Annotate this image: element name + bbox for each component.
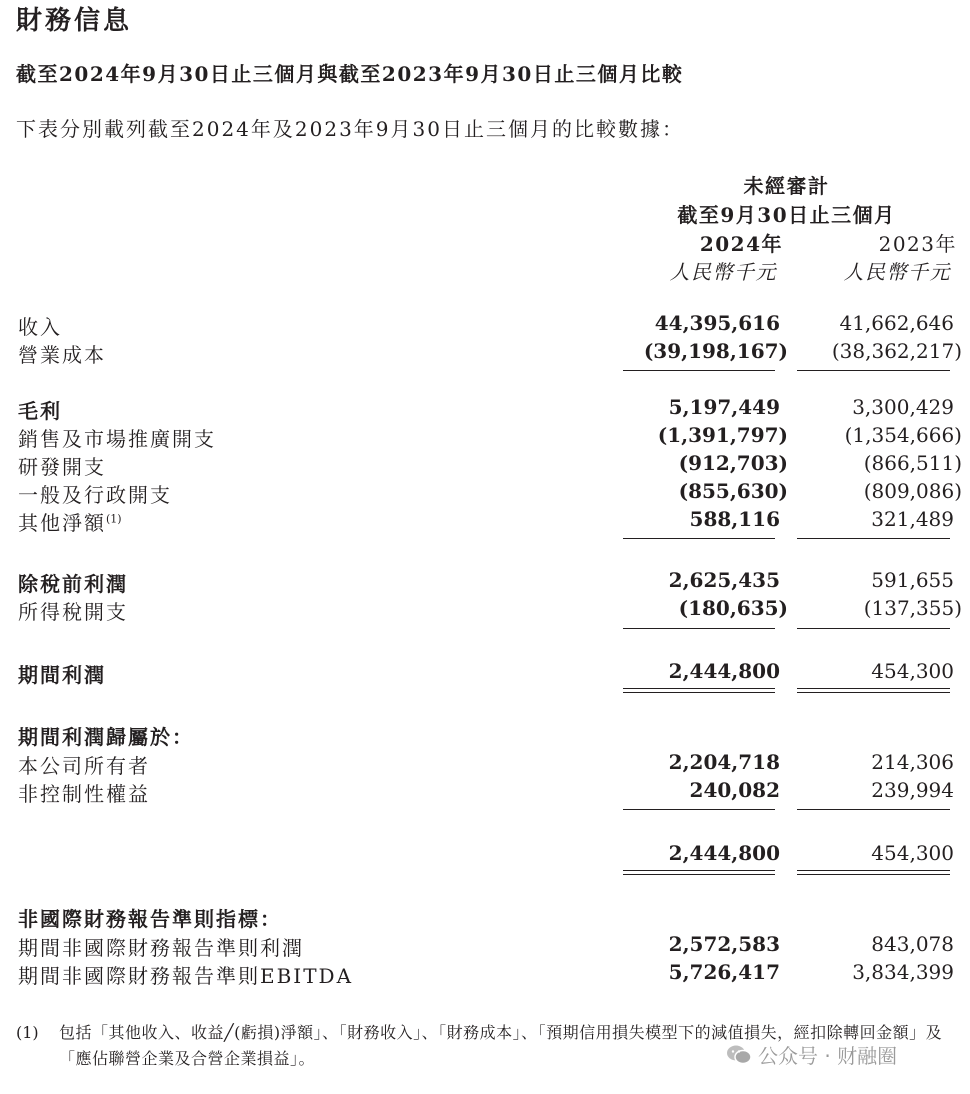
value-2024: 2,625,435 <box>668 568 780 592</box>
value-2023: 321,489 <box>871 507 954 531</box>
row-label: 毛利 <box>18 399 62 423</box>
double-rule-line <box>797 870 950 871</box>
value-2024: (912,703) <box>678 451 788 475</box>
row-label-text: 其他淨額 <box>18 511 106 535</box>
row-label: 期間非國際財務報告準則EBITDA <box>18 964 354 988</box>
value-2024: 5,726,417 <box>668 960 780 984</box>
value-2023: 214,306 <box>871 750 954 774</box>
table-row <box>0 479 970 507</box>
value-2023: 454,300 <box>871 659 954 683</box>
value-2024: 2,572,583 <box>668 932 780 956</box>
value-2023: (866,511) <box>863 451 962 475</box>
row-label: 期間利潤歸屬於： <box>18 725 194 749</box>
header-period: 截至9月30日止三個月 <box>677 203 896 227</box>
row-label <box>18 507 122 536</box>
rule-line <box>797 628 950 629</box>
table-row <box>0 423 970 451</box>
table-row <box>0 568 970 596</box>
double-rule-line <box>623 874 775 875</box>
rule-line <box>623 538 775 539</box>
row-label: 一般及行政開支 <box>18 483 172 507</box>
watermark-text: 公众号 · 财融圈 <box>758 1044 898 1068</box>
header-unit-2023: 人民幣千元 <box>843 260 951 284</box>
header-year-2024: 2024年 <box>699 232 783 256</box>
value-2023: 3,834,399 <box>852 960 954 984</box>
table-row <box>0 507 970 535</box>
table-row <box>0 451 970 479</box>
row-label: 研發開支 <box>18 455 106 479</box>
table-row <box>0 339 970 367</box>
watermark <box>726 1040 897 1071</box>
table-row <box>0 596 970 624</box>
value-2023: (137,355) <box>863 596 962 620</box>
value-2023: 454,300 <box>871 841 954 865</box>
header-audit: 未經審計 <box>743 174 830 198</box>
rule-line <box>623 628 775 629</box>
value-2023: 591,655 <box>871 568 954 592</box>
row-label: 除稅前利潤 <box>18 572 128 596</box>
value-2023: (38,362,217) <box>831 339 962 363</box>
double-rule-line <box>623 688 775 689</box>
row-label: 本公司所有者 <box>18 754 150 778</box>
row-label: 期間非國際財務報告準則利潤 <box>18 936 304 960</box>
footnote-text: 包括「其他收入、收益╱(虧損)淨額」、「財務收入」、「財務成本」、「預期信用損失模型下的減值損失，經扣除轉回金額」及「應佔聯營企業及合營企業損益」。 <box>59 1023 943 1068</box>
value-2023: 843,078 <box>871 932 954 956</box>
section-subtitle: 截至2024年9月30日止三個月與截至2023年9月30日止三個月比較 <box>16 62 684 86</box>
row-label: 非控制性權益 <box>18 782 150 806</box>
value-2024: 44,395,616 <box>654 311 780 335</box>
value-2024: (180,635) <box>678 596 788 620</box>
wechat-icon <box>726 1044 752 1071</box>
rule-line <box>623 809 775 810</box>
table-row <box>0 932 970 960</box>
table-row <box>0 903 970 931</box>
table-row <box>0 778 970 806</box>
value-2024: (855,630) <box>678 479 788 503</box>
rule-line <box>623 370 775 371</box>
value-2023: 3,300,429 <box>852 395 954 419</box>
row-label: 所得稅開支 <box>18 600 128 624</box>
rule-line <box>797 370 950 371</box>
row-label: 營業成本 <box>18 343 106 367</box>
row-label: 銷售及市場推廣開支 <box>18 427 216 451</box>
footnote-ref: (1) <box>106 512 122 526</box>
table-row <box>0 721 970 749</box>
double-rule-line <box>797 688 950 689</box>
table-row <box>0 659 970 687</box>
double-rule-line <box>797 692 950 693</box>
page-title: 財務信息 <box>16 6 133 36</box>
table-row <box>0 311 970 339</box>
header-unit-2024: 人民幣千元 <box>669 260 777 284</box>
table-row <box>0 841 970 869</box>
table-row <box>0 750 970 778</box>
value-2023: 239,994 <box>871 778 954 802</box>
value-2023: (1,354,666) <box>844 423 962 447</box>
row-label: 非國際財務報告準則指標： <box>18 907 282 931</box>
value-2023: (809,086) <box>863 479 962 503</box>
value-2024: 2,444,800 <box>668 659 780 683</box>
value-2024: (39,198,167) <box>643 339 788 363</box>
table-row <box>0 960 970 988</box>
double-rule-line <box>623 692 775 693</box>
table-row <box>0 395 970 423</box>
value-2023: 41,662,646 <box>839 311 954 335</box>
intro-text: 下表分別載列截至2024年及2023年9月30日止三個月的比較數據： <box>16 117 684 141</box>
value-2024: (1,391,797) <box>657 423 788 447</box>
header-year-2023: 2023年 <box>878 232 957 256</box>
value-2024: 588,116 <box>689 507 780 531</box>
double-rule-line <box>623 870 775 871</box>
value-2024: 5,197,449 <box>668 395 780 419</box>
row-label: 收入 <box>18 315 62 339</box>
double-rule-line <box>797 874 950 875</box>
value-2024: 2,444,800 <box>668 841 780 865</box>
value-2024: 2,204,718 <box>668 750 780 774</box>
value-2024: 240,082 <box>689 778 780 802</box>
footnote-number: (1) <box>16 1023 39 1042</box>
rule-line <box>797 809 950 810</box>
rule-line <box>797 538 950 539</box>
row-label: 期間利潤 <box>18 663 106 687</box>
